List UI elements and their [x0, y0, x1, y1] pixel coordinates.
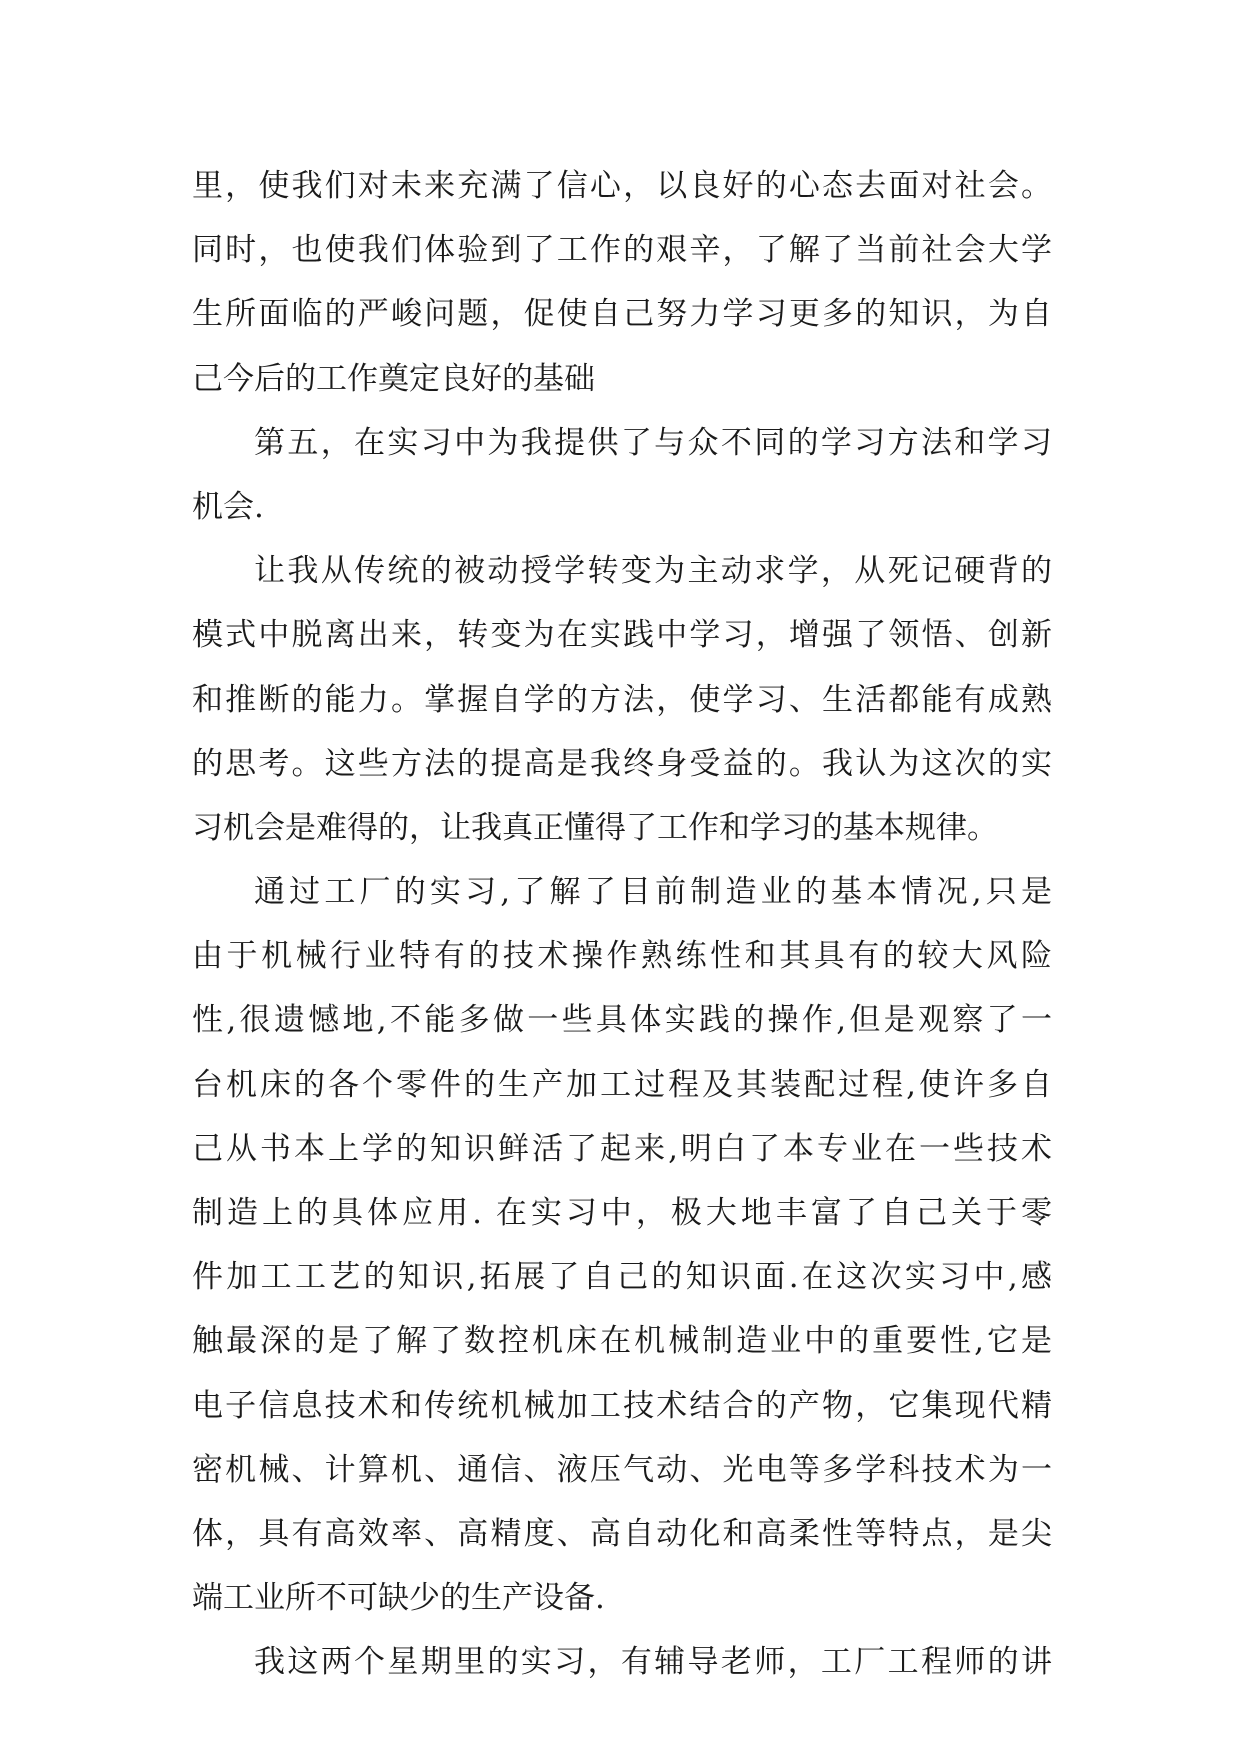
paragraph-factory-internship [192, 860, 1052, 1630]
document-body [192, 154, 1052, 1695]
text-line: 性,很遗憾地,不能多做一些具体实践的操作,但是观察了一 [192, 1002, 1052, 1039]
text-line: 由于机械行业特有的技术操作熟练性和其具有的较大风险 [192, 938, 1052, 975]
paragraph-learning-method [192, 539, 1052, 860]
text-line: 里，使我们对未来充满了信心，以良好的心态去面对社会。 [192, 168, 1052, 204]
text-line: 习机会是难得的，让我真正懂得了工作和学习的基本规律。 [192, 809, 998, 846]
paragraph-two-weeks [192, 1630, 1052, 1694]
text-line: 己今后的工作奠定良好的基础 [192, 360, 595, 397]
paragraph-continuation [192, 154, 1052, 411]
text-line: 体，具有高效率、高精度、高自动化和高柔性等特点，是尖 [192, 1515, 1052, 1552]
text-line: 生所面临的严峻问题，促使自己努力学习更多的知识，为自 [192, 296, 1052, 333]
text-line: 通过工厂的实习,了解了目前制造业的基本情况,只是 [254, 874, 1052, 911]
text-line: 触最深的是了解了数控机床在机械制造业中的重要性,它是 [192, 1323, 1052, 1360]
text-line: 件加工工艺的知识,拓展了自己的知识面.在这次实习中,感 [192, 1259, 1052, 1296]
text-line: 密机械、计算机、通信、液压气动、光电等多学科技术为一 [192, 1451, 1052, 1488]
text-line: 台机床的各个零件的生产加工过程及其装配过程,使许多自 [192, 1066, 1052, 1103]
text-line: 我这两个星期里的实习，有辅导老师，工厂工程师的讲 [254, 1644, 1052, 1681]
text-line: 让我从传统的被动授学转变为主动求学，从死记硬背的 [254, 553, 1052, 590]
text-line: 电子信息技术和传统机械加工技术结合的产物，它集现代精 [192, 1387, 1052, 1424]
text-line: 端工业所不可缺少的生产设备. [192, 1580, 605, 1617]
text-line: 模式中脱离出来，转变为在实践中学习，增强了领悟、创新 [192, 617, 1052, 654]
text-line: 第五，在实习中为我提供了与众不同的学习方法和学习 [254, 424, 1052, 461]
text-line: 制造上的具体应用. 在实习中，极大地丰富了自己关于零 [192, 1195, 1052, 1231]
text-line: 和推断的能力。掌握自学的方法，使学习、生活都能有成熟 [192, 681, 1052, 718]
text-line: 机会. [192, 488, 264, 525]
text-line: 同时，也使我们体验到了工作的艰辛，了解了当前社会大学 [192, 232, 1052, 269]
text-line: 己从书本上学的知识鲜活了起来,明白了本专业在一些技术 [192, 1130, 1052, 1167]
text-line: 的思考。这些方法的提高是我终身受益的。我认为这次的实 [192, 745, 1052, 782]
paragraph-fifth-point [192, 411, 1052, 539]
